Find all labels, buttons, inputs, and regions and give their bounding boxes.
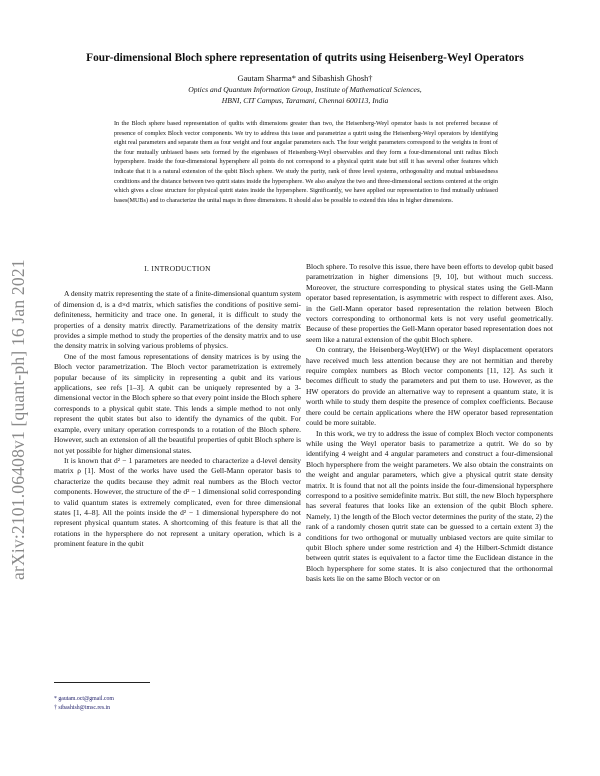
arxiv-stamp-text: arXiv:2101.06408v1 [quant-ph] 16 Jan 2021 — [8, 259, 28, 580]
affiliation — [60, 85, 550, 106]
footnote-email-1[interactable]: * gautam.oct@gmail.com — [54, 696, 114, 702]
right-column — [306, 262, 553, 585]
abstract: In the Bloch sphere based representation of qudits with dimensions greater than two, the Heisenberg-Weyl operator basis is not preferred because of presence of complex Bloch vector components. We try to address this issue and parametrize a qutrit using the Heisenberg-Weyl operators by identifying eight real parameters and separate them as four weight and four angular parameters each. The four weight parameters correspond to the weights in front of the four mutually unbiased bases sets formed by the eigenbases of Heisenberg-Weyl observables and they form a four-dimensional unit radius Bloch hypersphere. Inside the four-dimensional hypersphere all points do not correspond to a physical qutrit state but still it has several other features which indicate that it is a natural extension of the qubit Bloch sphere. We study the purity, rank of three level systems, orthogonality and mutual unbiasedness conditions and the distance between two qutrit states inside the hypersphere. We also analyze the two and three-dimensional sections centered at the origin which gives a close structure for physical qutrit states inside the hypersphere. Significantly, we have applied our representation to find mutually unbiased bases(MUBs) and to characterize the unital maps in three dimensions. It should also be possible to extend this idea in higher dimensions. — [114, 120, 498, 204]
footnote-rule — [54, 682, 150, 683]
footnote-email-2[interactable]: † sibashish@imsc.res.in — [54, 704, 111, 711]
paragraph: On contrary, the Heisenberg-Weyl(HW) or the Weyl displacement operators have received much less attention because they are not hermitian and thereby require complex numbers as Bloch vector components [11, 12]. As such it becomes difficult to study the parameters and put them to use. However, as the HW operators do provide an alternative way to represent a quantum state, it is worth while to study them despite the presence of complex coefficients. Because there could be certain applications where the HW operator based representation could be more suitable. — [306, 345, 553, 428]
section-heading-introduction: I. INTRODUCTION — [144, 264, 211, 273]
footnotes — [54, 682, 301, 712]
paper-title: Four-dimensional Bloch sphere representation of qutrits using Heisenberg-Weyl Operators — [86, 52, 524, 64]
author-list: Gautam Sharma* and Sibashish Ghosh† — [237, 74, 373, 83]
arxiv-identifier-stamp — [6, 188, 36, 583]
paragraph: In this work, we try to address the issue of complex Bloch vector components while using the Weyl operator basis to parametrize a qutrit. We do so by identifying 4 weight and 4 angular parameters and construct a four-dimensional Bloch hypersphere from the weight parameters. We also obtain the constraints on the weight and angular parameters, which give a physical qutrit state density matrix. It is found that not all the points inside the four-dimensional hypersphere correspond to a positive semidefinite matrix. But still, the new Bloch hypersphere has several features that looks like an extension of the qubit Bloch sphere. Namely, 1) the length of the Bloch vector determines the purity of the state, 2) the rank of a randomly chosen qutrit state can be guessed to a certain extent 3) the conditions for two orthogonal or mutually unbiased vectors are quite similar to qubit Bloch sphere under some restriction and 4) the Hilbert-Schmidt distance between qutrit states is equivalent to a factor time the Euclidean distance in the Bloch hypersphere for some states. It is also conjectured that the orthonormal basis kets lie on the same Bloch vector or on — [306, 428, 553, 584]
paragraph: Bloch sphere. To resolve this issue, there have been efforts to develop qubit based parametrization in higher dimensions [9, 10], but without much success. Moreover, the structure corresponding to physical states using the Gell-Mann operator based representation, is asymmetric with respect to different axes. Also, in the Gell-Mann operator based representation the relation between Bloch vectors corresponding to orthonormal kets is not very useful geometrically. Because of these properties the Gell-Mann operator based representation does not seem like a natural extension of the qubit Bloch sphere. — [306, 262, 553, 344]
affiliation-line-1: Optics and Quantum Information Group, Institute of Mathematical Sciences, — [188, 85, 422, 94]
paragraph: It is known that d² − 1 parameters are needed to characterize a d-level density matrix ρ [1]. Most of the works have used the Gell-Mann operator basis to characterize the qudits because they admit real numbers as the Bloch vector components. However, the structure of the d² − 1 dimensional solid corresponding to valid quantum states is extremely complicated, even for three dimensional states [1, 4–8]. All the points inside the d² − 1 dimensional hypersphere do not represent physical quantum states. A shortcoming of this feature is that all the rotations in the hypersphere do not represent a unitary operation, which is a prominent feature in the qubit — [54, 455, 301, 549]
affiliation-line-2: HBNI, CIT Campus, Taramani, Chennai 600113, India — [221, 95, 389, 105]
left-column — [54, 264, 301, 550]
paragraph: One of the most famous representations of density matrices is by using the Bloch vector parametrization. The Bloch vector parametrization is extremely popular because of its simplicity in representing a qubit and its various applications, see refs [1–3]. A qubit can be uniquely represented by a 3-dimensional vector in the Bloch sphere so that every point inside the Bloch sphere corresponds to a physical qubit state. This lends a simple method to not only represent the qubit states but also to identify the dynamics of the qubit. For example, every unitary operation corresponds to a rotation of the Bloch sphere. However, such an extension of all the beautiful properties of qubit Bloch sphere is not yet possible for higher dimensional states. — [54, 351, 301, 455]
paragraph: A density matrix representing the state of a finite-dimensional quantum system of dimension d, is a d×d matrix, which satisfies the conditions of positive semi-definiteness, hermiticity and trace one. In general, it is difficult to study the properties of a density matrix directly. Parametrizations of the density matrix provides a simple method to study the properties of the density matrix and to use the density matrix in solving various problems of physics. — [54, 289, 301, 351]
